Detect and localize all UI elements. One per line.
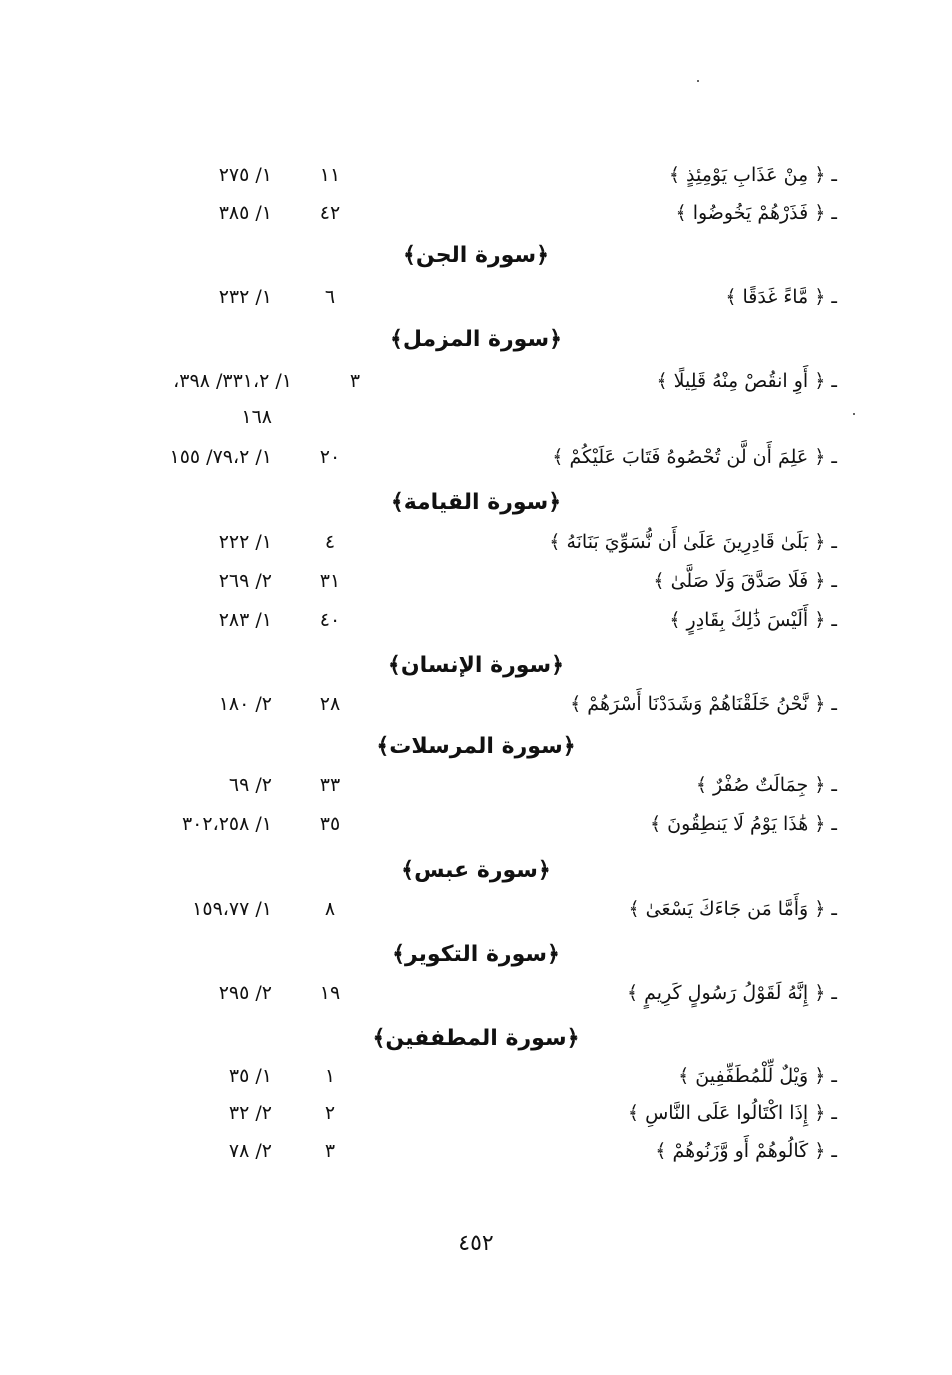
volume-page-ref: ١/ ١٥٩،٧٧ bbox=[192, 898, 272, 920]
volume-page-ref: ٢/ ٢٦٩ bbox=[218, 570, 272, 592]
ayah-number: ٦ bbox=[324, 286, 336, 308]
verse-entry bbox=[0, 685, 952, 723]
verse-entry bbox=[0, 562, 952, 600]
ayah-number: ٣٣ bbox=[319, 774, 341, 796]
verse-text: ـ ﴿ وَأَمَّا مَن جَاءَكَ يَسْعَىٰ ﴾ bbox=[628, 898, 837, 920]
verse-entry bbox=[0, 194, 952, 232]
surah-heading-qiyamah: ﴿سورة القيامة﴾ bbox=[390, 490, 562, 515]
ayah-number: ١١ bbox=[319, 164, 341, 186]
verse-entry bbox=[0, 601, 952, 639]
verse-text: ـ ﴿ أَوِ انقُصْ مِنْهُ قَلِيلًا ﴾ bbox=[656, 370, 837, 392]
verse-entry-continuation bbox=[0, 398, 952, 436]
ayah-number: ٤ bbox=[324, 531, 336, 553]
verse-entry bbox=[0, 156, 952, 194]
verse-entry bbox=[0, 1057, 952, 1095]
verse-text: ـ ﴿ مَّاءً غَدَقًا ﴾ bbox=[725, 286, 837, 308]
ayah-number: ٢٠ bbox=[319, 446, 341, 468]
volume-page-ref: ١/ ٣٨٥ bbox=[218, 202, 272, 224]
ayah-number: ٤٢ bbox=[319, 202, 341, 224]
volume-page-ref: ١/ ٣٠٢،٢٥٨ bbox=[181, 813, 272, 835]
verse-text: ـ ﴿ إِذَا اكْتَالُوا عَلَى النَّاسِ ﴾ bbox=[627, 1102, 837, 1124]
volume-page-ref: ١/ ٣٥ bbox=[228, 1065, 272, 1087]
ayah-number: ١ bbox=[324, 1065, 336, 1087]
verse-text: ـ ﴿ هَٰذَا يَوْمُ لَا يَنطِقُونَ ﴾ bbox=[649, 813, 837, 835]
volume-page-ref: ١/ ٢٣٢ bbox=[218, 286, 272, 308]
ayah-number: ٢٨ bbox=[319, 693, 341, 715]
volume-page-ref: ١/ ٢٨٣ bbox=[218, 609, 272, 631]
ayah-number: ٢ bbox=[324, 1102, 336, 1124]
volume-page-ref: ١/ ٣٣١،٢/ ٣٩٨، bbox=[173, 370, 292, 392]
volume-page-ref: ٢/ ٦٩ bbox=[228, 774, 272, 796]
volume-page-ref: ١/ ٧٩،٢/ ١٥٥ bbox=[169, 446, 272, 468]
verse-entry bbox=[0, 438, 952, 476]
verse-text: ـ ﴿ فَلَا صَدَّقَ وَلَا صَلَّىٰ ﴾ bbox=[653, 570, 837, 592]
ayah-number: ٣١ bbox=[319, 570, 341, 592]
verse-text: ـ ﴿ أَلَيْسَ ذَٰلِكَ بِقَادِرٍ ﴾ bbox=[669, 609, 837, 631]
surah-heading-takwir: ﴿سورة التكوير﴾ bbox=[392, 942, 560, 967]
volume-page-ref: ٢/ ٧٨ bbox=[228, 1140, 272, 1162]
surah-heading-mutaffifin: ﴿سورة المطففين﴾ bbox=[372, 1026, 580, 1051]
verse-text: ـ ﴿ بَلَىٰ قَادِرِينَ عَلَىٰ أَن نُّسَوِّيَ بَنَانَهُ ﴾ bbox=[549, 531, 837, 553]
surah-heading-insan: ﴿سورة الإنسان﴾ bbox=[387, 653, 565, 678]
ayah-number: ٣٥ bbox=[319, 813, 341, 835]
verse-text: ـ ﴿ إِنَّهُ لَقَوْلُ رَسُولٍ كَرِيمٍ ﴾ bbox=[626, 982, 837, 1004]
volume-page-ref: ١/ ٢٧٥ bbox=[218, 164, 272, 186]
ayah-number: ٤٠ bbox=[319, 609, 341, 631]
verse-text: ـ ﴿ عَلِمَ أَن لَّن تُحْصُوهُ فَتَابَ عَلَيْكُمْ ﴾ bbox=[552, 446, 837, 468]
page-number: ٤٥٢ bbox=[458, 1231, 494, 1256]
surah-heading-mursalat: ﴿سورة المرسلات﴾ bbox=[376, 734, 576, 759]
ayah-number: ٣ bbox=[324, 1140, 336, 1162]
verse-text: ـ ﴿ وَيْلٌ لِّلْمُطَفِّفِينَ ﴾ bbox=[678, 1065, 837, 1087]
verse-text: ـ ﴿ نَّحْنُ خَلَقْنَاهُمْ وَشَدَدْنَا أَسْرَهُمْ ﴾ bbox=[570, 693, 837, 715]
volume-page-ref-continuation: ١٦٨ bbox=[241, 406, 272, 428]
volume-page-ref: ٢/ ٣٢ bbox=[228, 1102, 272, 1124]
verse-entry bbox=[0, 523, 952, 561]
verse-entry bbox=[0, 278, 952, 316]
surah-heading-jinn: ﴿سورة الجن﴾ bbox=[403, 243, 549, 268]
verse-entry bbox=[0, 805, 952, 843]
surah-heading-muzzammil: ﴿سورة المزمل﴾ bbox=[389, 327, 562, 352]
ayah-number: ٨ bbox=[324, 898, 336, 920]
volume-page-ref: ٢/ ١٨٠ bbox=[218, 693, 272, 715]
verse-entry bbox=[0, 1094, 952, 1132]
volume-page-ref: ٢/ ٢٩٥ bbox=[218, 982, 272, 1004]
verse-entry bbox=[0, 766, 952, 804]
verse-text: ـ ﴿ فَذَرْهُمْ يَخُوضُوا ﴾ bbox=[675, 202, 837, 224]
verse-entry bbox=[0, 890, 952, 928]
verse-text: ـ ﴿ كَالُوهُمْ أَو وَّزَنُوهُمْ ﴾ bbox=[655, 1140, 837, 1162]
verse-entry bbox=[0, 1132, 952, 1170]
scan-speck bbox=[697, 80, 699, 82]
verse-entry bbox=[0, 974, 952, 1012]
surah-heading-abasa: ﴿سورة عبس﴾ bbox=[401, 858, 551, 883]
ayah-number: ٣ bbox=[349, 370, 361, 392]
verse-entry bbox=[0, 362, 952, 400]
volume-page-ref: ١/ ٢٢٢ bbox=[218, 531, 272, 553]
ayah-number: ١٩ bbox=[319, 982, 341, 1004]
verse-text: ـ ﴿ جِمَالَتٌ صُفْرٌ ﴾ bbox=[695, 774, 837, 796]
verse-text: ـ ﴿ مِنْ عَذَابِ يَوْمِئِذٍ ﴾ bbox=[668, 164, 837, 186]
scan-speck bbox=[853, 413, 855, 415]
